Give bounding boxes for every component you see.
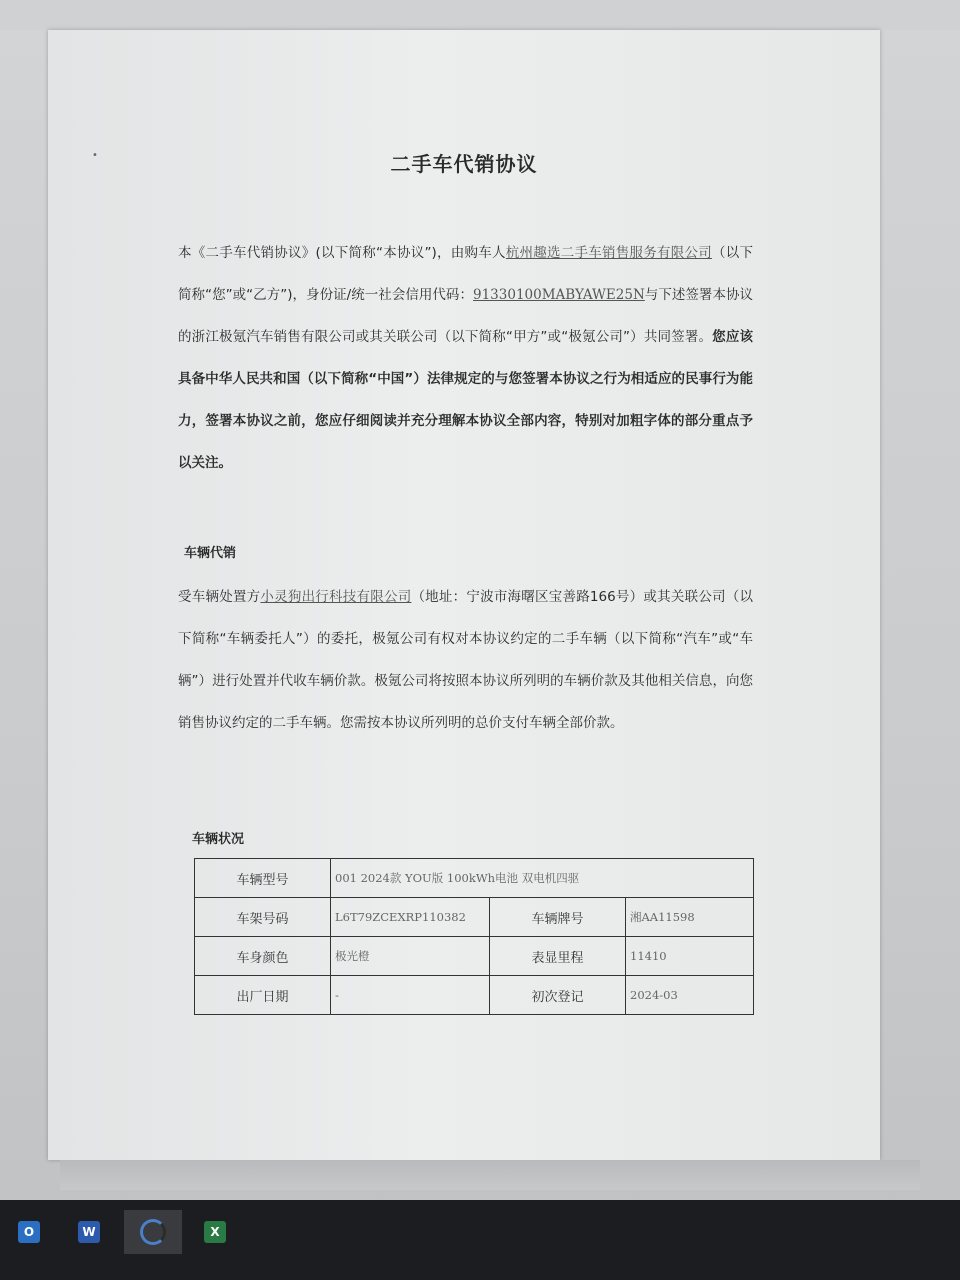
- mileage-label: 表显里程: [490, 937, 626, 976]
- desktop-background: [0, 0, 960, 30]
- intro-bold-text: 您应该具备中华人民共和国（以下简称“中国”）法律规定的与您签署本协议之行为相适应的民事行为能力，签署本协议之前，您应仔细阅读并充分理解本协议全部内容，特别对加粗字体的部分重点予以关注。: [178, 329, 753, 471]
- scroll-area-bottom: [60, 1160, 920, 1190]
- table-row: [195, 976, 754, 1015]
- table-row: [195, 898, 754, 937]
- taskbar-word-button[interactable]: [60, 1210, 118, 1254]
- buyer-name: 杭州趣选二手车销售服务有限公司: [505, 245, 713, 261]
- plate-value: 湘AA11598: [626, 898, 754, 937]
- app-circle-icon: [140, 1219, 166, 1245]
- excel-icon: X: [204, 1221, 226, 1243]
- document-page: [48, 30, 880, 1160]
- taskbar-outlook-button[interactable]: [0, 1210, 58, 1254]
- outlook-icon: O: [18, 1221, 40, 1243]
- model-label: 车辆型号: [195, 859, 331, 898]
- credit-code: 91330100MABYAWE25N: [473, 287, 645, 303]
- section-heading-vehicle: 车辆状况: [192, 832, 245, 847]
- taskbar-excel-button[interactable]: [186, 1210, 244, 1254]
- disposer-name: 小灵狗出行科技有限公司: [260, 589, 412, 605]
- taskbar: [0, 1200, 960, 1280]
- word-icon: W: [78, 1221, 100, 1243]
- color-value: 极光橙: [331, 937, 490, 976]
- intro-text-2: （以下简称“您”或“乙方”)，身份证/统一社会信用代码：: [178, 245, 754, 303]
- margin-mark: •: [92, 150, 98, 161]
- reg-date-label: 初次登记: [490, 976, 626, 1015]
- section-heading-consignment: 车辆代销: [184, 546, 237, 561]
- consignment-paragraph: [178, 576, 753, 744]
- plate-label: 车辆牌号: [490, 898, 626, 937]
- mfg-date-label: 出厂日期: [195, 976, 331, 1015]
- document-title: 二手车代销协议: [390, 152, 538, 176]
- table-row: [195, 937, 754, 976]
- mileage-value: 11410: [626, 937, 754, 976]
- table-row: [195, 859, 754, 898]
- intro-text-1: 本《二手车代销协议》(以下简称“本协议”)，由购车人: [178, 245, 506, 261]
- taskbar-active-app-button[interactable]: [124, 1210, 182, 1254]
- consignment-text-1: 受车辆处置方: [178, 589, 261, 605]
- intro-text-3: 与下述签署本协议的浙江极氪汽车销售有限公司或其关联公司（以下简称“甲方”或“极氪公司”）共同签署。: [178, 287, 753, 345]
- vin-label: 车架号码: [195, 898, 331, 937]
- reg-date-value: 2024-03: [626, 976, 754, 1015]
- mfg-date-value: -: [331, 976, 490, 1015]
- model-value: 001 2024款 YOU版 100kWh电池 双电机四驱: [331, 859, 754, 898]
- intro-paragraph: [178, 232, 753, 484]
- vehicle-table: [194, 858, 754, 1015]
- vin-value: L6T79ZCEXRP110382: [331, 898, 490, 937]
- color-label: 车身颜色: [195, 937, 331, 976]
- consignment-text-2: （地址：宁波市海曙区宝善路166号）或其关联公司（以下简称“车辆委托人”）的委托，极氪公司有权对本协议约定的二手车辆（以下简称“汽车”或“车辆”）进行处置并代收车辆价款。极氪公司将按照本协议所列明的车辆价款及其他相关信息，向您销售协议约定的二手车辆。您需按本协议所列明的总价支付车辆全部价款。: [178, 589, 754, 731]
